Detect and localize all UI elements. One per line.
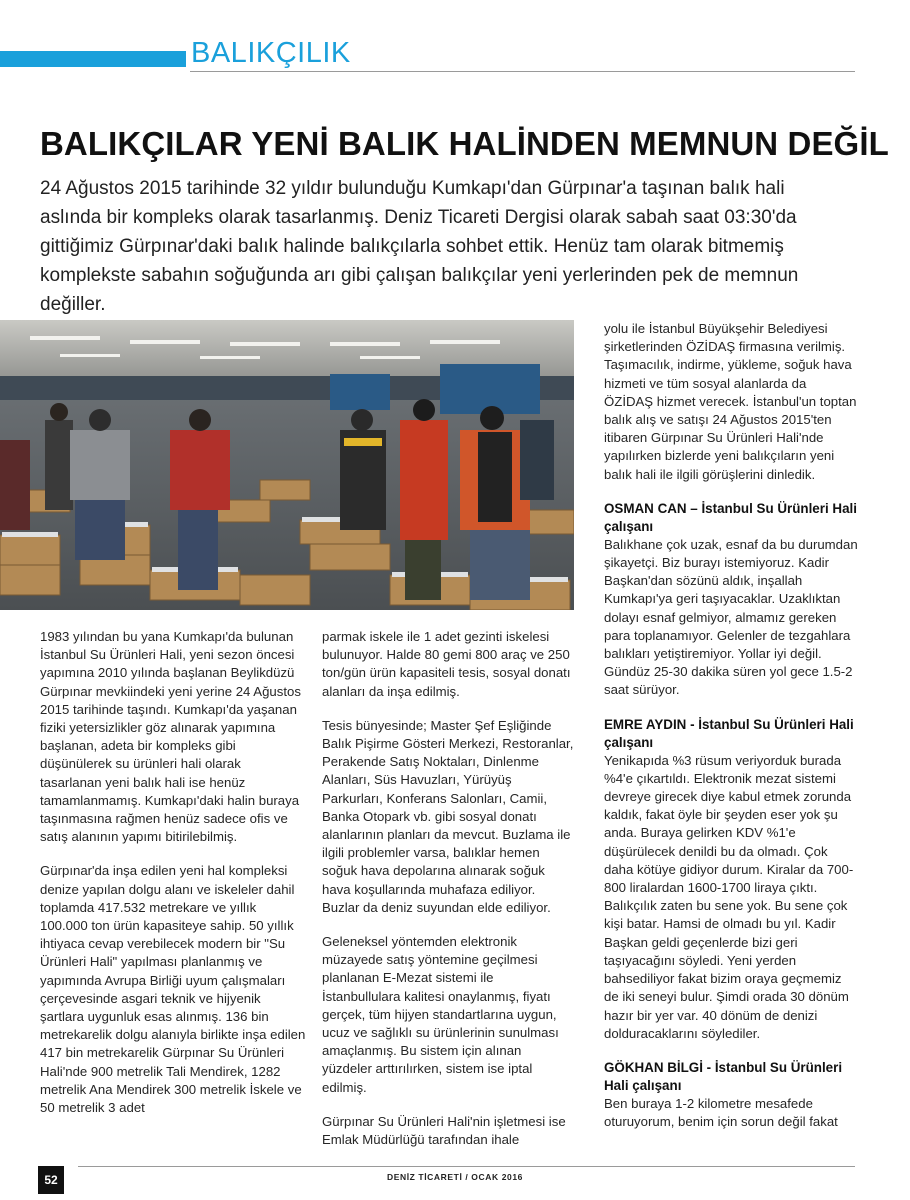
article-column-2 [322, 628, 574, 1165]
interview-name: OSMAN CAN – İstanbul Su Ürünleri Hali çalışanı [604, 500, 857, 534]
body-paragraph: Tesis bünyesinde; Master Şef Eşliğinde Balık Pişirme Gösteri Merkezi, Restoranlar, Perakende Satış Noktaları, Dinlenme Alanları, Süs Havuzları, Yürüyüş Parkurları, Konferans Salonları, Camii, Banka Otopark vb. gibi sosyal donatı alanlarının planları da mevcut. Buzlama ile ilgili problemler varsa, balıklar hemen soğuk hava depolarına alınarak soğuk hava koşullarında muhafaza ediliyor. Buzlar da deniz suyundan elde ediliyor. [322, 717, 574, 915]
body-paragraph: Gürpınar'da inşa edilen yeni hal kompleksi denize yapılan dolgu alanı ve iskeleler dahil toplamda 417.532 metrekare ve yıllık 100.000 ton ürün kapasiteye sahip. 50 yıllık ihtiyaca cevap verebilecek modern bir "Su Ürünleri Hali" yapılması planlanmış ve yapımında Avrupa Birliği uyum çalışmaları çerçevesinde asgari teknik ve hijyenik şartlara uygunluk esas alınmış. 136 bin metrekarelik dolgu alanıyla birlikte inşa edilen 417 bin metrekarelik Gürpınar Su Ürünleri Hali'nde 900 metrelik Tali Mendirek, 1282 metrelik Ana Mendirek 300 metrelik İskele ve 50 metrelik 3 adet [40, 863, 306, 1116]
body-paragraph: Gürpınar Su Ürünleri Hali'nin işletmesi ise Emlak Müdürlüğü tarafından ihale [322, 1113, 566, 1148]
footer-rule [78, 1166, 855, 1167]
body-paragraph: 1983 yılından bu yana Kumkapı'da bulunan İstanbul Su Ürünleri Hali, yeni sezon öncesi yapımına 2010 yılında başlanan Beylikdüzü Gürpınar mevkiindeki yeni yerine 24 Ağustos 2015 tarihinde taşındı. Kumkapı'da yaşanan fiziki yetersizlikler göz alınarak yapımına başlanan, adeta bir kompleks gibi düşünülerek su ürünleri hali olarak tasarlanan yeni balık hali ise henüz tamamlanmamış. Kumkapı'daki halin buraya taşınmasına rağmen henüz sadece ofis ve satış alanının yapımı bitirilebilmiş. [40, 629, 301, 845]
interview-name: GÖKHAN BİLGİ - İstanbul Su Ürünleri Hali çalışanı [604, 1059, 843, 1093]
body-paragraph: Geleneksel yöntemden elektronik müzayede satış yöntemine geçilmesi planlanan E-Mezat sistemi ile İstanbullulara kalitesi onaylanmış, fiyatı gerçek, tüm hijyen standartlarına uygun, ucuz ve sağlıklı su ürünlerinin sunulması amaçlanmış. Bu sistem için alınan yüzdeler arttırılırken, sistem ise iptal edilmiş. [322, 934, 559, 1095]
fish-market-illustration [0, 320, 574, 610]
article-column-3 [604, 320, 858, 1147]
article-headline: BALIKÇILAR YENİ BALIK HALİNDEN MEMNUN DEĞİL [40, 125, 889, 162]
fish-market-photo [0, 320, 574, 610]
publication-footer: DENİZ TİCARETİ / OCAK 2016 [386, 1172, 524, 1182]
body-paragraph: yolu ile İstanbul Büyükşehir Belediyesi şirketlerinden ÖZİDAŞ firmasına verilmiş. Taşımacılık, indirme, yükleme, soğuk hava hizmeti ve tüm sosyal alanlarda da ÖZİDAŞ hizmet verecek. İstanbul'un toptan balık alış ve satışı 24 Ağustos 2015'ten itibaren Gürpınar Su Ürünleri Hali'nde yapılırken bizlerde yeni balıkçıların yeni balık hali ile ilgili görüşlerini dinledik. [604, 321, 857, 482]
interview-name: EMRE AYDIN - İstanbul Su Ürünleri Hali çalışanı [604, 716, 854, 750]
interview-text: Yenikapıda %3 rüsum veriyorduk burada %4'e çıkartıldı. Elektronik mezat sistemi devreye girecek diye kabul etmek zorunda kaldık, fakat öyle bir şeyden eser yok şu anda. Buraya gelirken KDV %1'e düşürülecek denildi bu da olmadı. Çok daha kötüye gidiyor durum. Kiralar da 700-800 liralardan 1600-1700 liraya çıktı. Balıkçılık zaten bu sene yok. Bu sene çok kişi batar. Hamsi de olmadı bu yıl. Kadir Başkan geldi geçenlerde bizi geri taşıyacağını söyledi. Yeni yerden bahsediliyor fakat bizim oraya geçmemiz de iki seneyi bulur. Şimdi orada 30 dönüm hazır bir yer var. 40 dönüm de denizi dolduracaklarını söylediler. [604, 752, 854, 1041]
interview-text: Ben buraya 1-2 kilometre mesafede oturuyorum, benim için sorun değil fakat [604, 1095, 838, 1130]
header-rule [190, 71, 855, 72]
section-color-bar [0, 51, 186, 67]
section-title: BALIKÇILIK [191, 37, 351, 69]
article-column-1 [40, 628, 306, 1133]
interview-text: Balıkhane çok uzak, esnaf da bu durumdan şikayetçi. Biz burayı istemiyoruz. Kadir Başkan'dan sözünü aldık, inşallah Kumkapı'ya geri taşıyacaklar. Uzaklıktan dolayı esnaf gelmiyor, almamız gereken para toplanamıyor. Gelenler de tezgahlara balıkları yetiştiremiyor. Yollar iyi değil. Gündüz 25-30 dakika süren yol gece 1.5-2 saat sürüyor. [604, 536, 858, 698]
body-paragraph: parmak iskele ile 1 adet gezinti iskelesi bulunuyor. Halde 80 gemi 800 araç ve 250 ton/gün ürün kapasiteli tesis, sosyal donatı alanları da inşa edilmiş. [322, 629, 571, 699]
page-number: 52 [38, 1166, 64, 1194]
article-lead: 24 Ağustos 2015 tarihinde 32 yıldır bulunduğu Kumkapı'dan Gürpınar'a taşınan balık hali aslında bir kompleks olarak tasarlanmış. Deniz Ticareti Dergisi olarak sabah saat 03:30'da gittiğimiz Gürpınar'daki balık halinde balıkçılarla sohbet ettik. Henüz tam olarak bitmemiş komplekste sabahın soğuğunda arı gibi çalışan balıkçılar yeni yerlerinden pek de memnun değiller. [40, 178, 799, 315]
